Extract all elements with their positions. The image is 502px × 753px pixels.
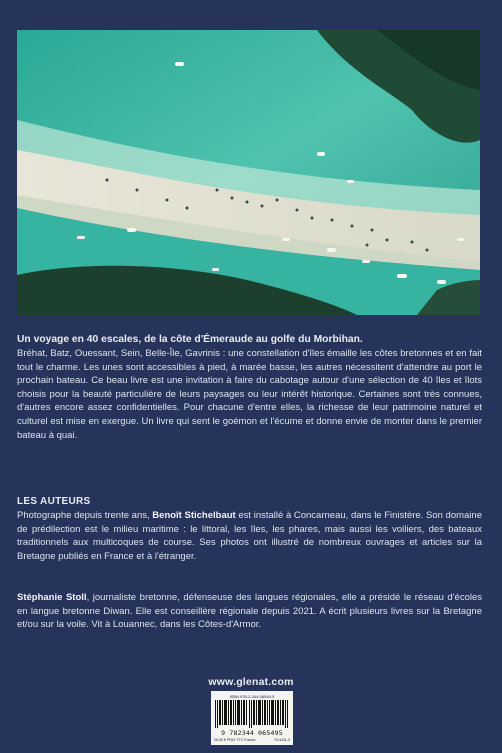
isbn-line: ISBN 978-2-344-06549-5 <box>229 694 275 699</box>
barcode-icon <box>215 700 289 728</box>
publisher-website: www.glenat.com <box>208 676 294 688</box>
author2-bio-text: , journaliste bretonne, défenseuse des langues régionales, elle a présidé le réseau d'écoles en langue bretonne Diwan. Elle est conseillère régionale depuis 2021. A écrit plusieurs livres sur la Bretagne et/ou sur la voile. Vit à Louannec, dans les Côtes-d'Armor. <box>17 592 482 631</box>
author1-bio-text: est installé à Concarneau, dans le Finistère. Son domaine de prédilection est le milieu maritime : le littoral, les îles, les phares, mais aussi les voiliers, des bateaux traditionnels aux multicoques de course. Ses photos ont illustré de nombreux ouvrages et articles sur la Bretagne publiés en France et à l'étranger. <box>17 510 482 562</box>
cover-photo-aerial-beach <box>17 30 480 315</box>
price-label: 26,00 € PRIX TTC France <box>214 738 256 742</box>
tagline: Un voyage en 40 escales, de la côte d'Émeraude au golfe du Morbihan. <box>17 334 363 345</box>
authors-heading: LES AUTEURS <box>17 496 91 507</box>
product-code: 70-9411-3 <box>273 738 290 742</box>
intro-paragraph: Bréhat, Batz, Ouessant, Sein, Belle-Île, Gavrinis : une constellation d'îles émaille les côtes bretonnes et en fait tout le charme. Les unes sont accessibles à pied, à marée basse, les autres nécessitent d'attendre au port le prochain bateau. Ce beau livre est une invitation à faire du cabotage autour d'une sélection de 40 îles et îlots choisis pour la beauté particulière de leurs paysages ou leur intérêt historique. Certaines sont très connues, d'autres encore assez confidentielles. Pour chacune d'entre elles, la richesse de leur patrimoine naturel et culturel est mise en exergue. Un livre qui sent le goémon et l'écume et donne envie de monter dans le premier bateau à quai. <box>17 348 482 441</box>
author1-name: Benoît Stichelbaut <box>152 510 236 521</box>
author2-name: Stéphanie Stoll <box>17 592 87 603</box>
author-bio-stoll <box>17 591 482 632</box>
author-bio-stichelbaut <box>17 509 482 563</box>
author1-intro-text: Photographe depuis trente ans, <box>17 510 153 521</box>
barcode-number: 9 782344 065495 <box>221 729 283 737</box>
barcode-label <box>211 691 293 745</box>
price-line <box>214 738 290 742</box>
aerial-beach-illustration <box>17 30 480 315</box>
